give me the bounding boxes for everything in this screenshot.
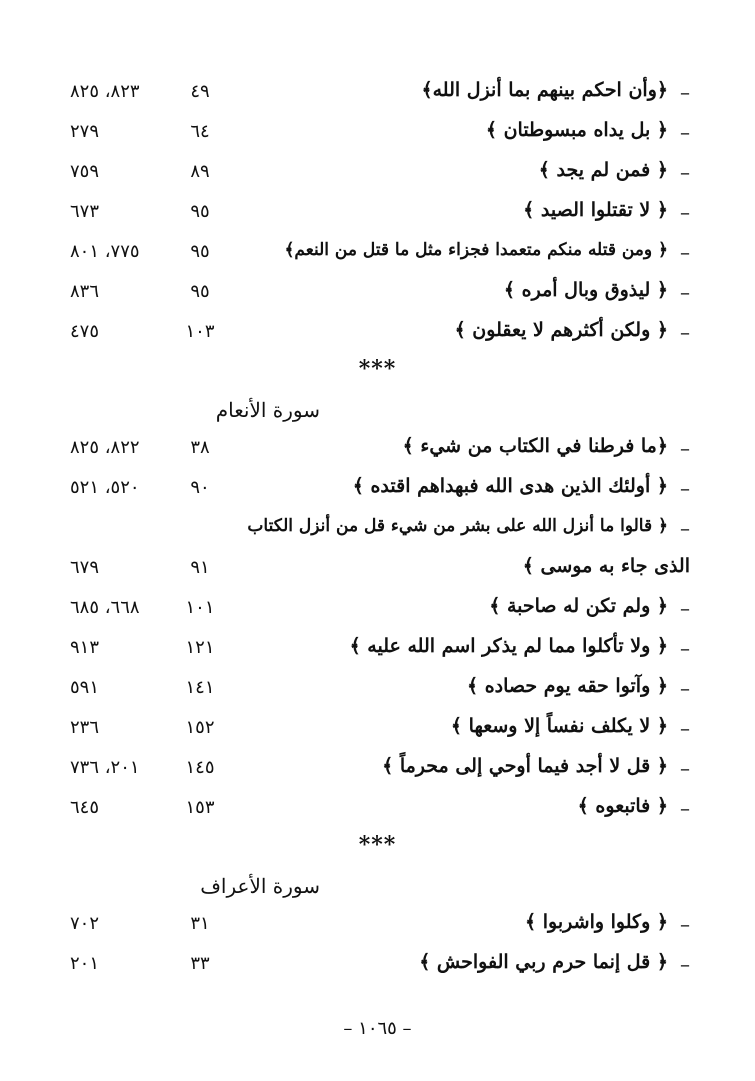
verse-quote: ﴿ بل يداه مبسوطتان ﴾ <box>485 119 668 141</box>
index-entry-multiline <box>70 508 690 548</box>
verse-quote-line-1: ﴿ قالوا ما أنزل الله على بشر من شيء قل من أنزل الكتاب <box>247 516 668 536</box>
index-entry <box>70 668 690 708</box>
index-entry-continuation <box>70 548 690 588</box>
verse-quote: ﴿ ولا تأكلوا مما لم يذكر اسم الله عليه ﴾ <box>349 635 668 657</box>
entry-dash: – <box>680 320 690 344</box>
index-entry <box>70 628 690 668</box>
index-entry <box>70 788 690 828</box>
index-entry <box>70 192 690 232</box>
verse-quote: ﴿ ولكن أكثرهم لا يعقلون ﴾ <box>454 319 668 341</box>
index-entry <box>70 272 690 312</box>
entry-dash: – <box>680 160 690 184</box>
verse-quote: ﴿ ليذوق وبال أمره ﴾ <box>503 279 668 301</box>
page-references: ٦٤٥ <box>70 797 100 818</box>
entry-dash: – <box>680 636 690 660</box>
verse-number: ٩٠ <box>190 477 210 498</box>
index-entry <box>70 904 690 944</box>
verse-quote: ﴿ قل إنما حرم ربي الفواحش ﴾ <box>419 951 668 973</box>
section-separator: *** <box>358 832 397 858</box>
page-references: ٢٣٦ <box>70 717 100 738</box>
page-number: – ١٠٦٥ – <box>343 1018 412 1039</box>
verse-number: ١٤١ <box>185 677 215 698</box>
entry-dash: – <box>680 716 690 740</box>
verse-number: ٩٥ <box>190 281 210 302</box>
entry-dash: – <box>680 280 690 304</box>
verse-number: ١٠١ <box>185 597 215 618</box>
verse-quote: ﴿ ومن قتله منكم متعمدا فجزاء مثل ما قتل من النعم﴾ <box>284 240 668 260</box>
verse-number: ١٥٣ <box>185 797 215 818</box>
surah-heading: سورة الأعراف <box>200 874 320 898</box>
entry-dash: – <box>680 80 690 104</box>
page-references: ٧٧٥، ٨٠١ <box>70 241 140 262</box>
page-references: ٨٣٦ <box>70 281 100 302</box>
verse-quote: ﴿ ولم تكن له صاحبة ﴾ <box>489 595 668 617</box>
index-entry <box>70 748 690 788</box>
verse-number: ٣١ <box>190 913 210 934</box>
page-references: ٦٧٩ <box>70 557 100 578</box>
page-references: ٧٠٢ <box>70 913 100 934</box>
index-entry <box>70 428 690 468</box>
index-entry <box>70 588 690 628</box>
verse-quote: ﴿ وكلوا واشربوا ﴾ <box>525 911 668 933</box>
entry-dash: – <box>680 240 690 264</box>
index-entry <box>70 944 690 984</box>
entry-dash: – <box>680 676 690 700</box>
page-references: ٢٧٩ <box>70 121 100 142</box>
verse-number: ٩٥ <box>190 241 210 262</box>
verse-quote: ﴿ لا يكلف نفساً إلا وسعها ﴾ <box>450 715 668 737</box>
verse-quote: ﴿ قل لا أجد فيما أوحي إلى محرماً ﴾ <box>382 755 668 777</box>
entry-dash: – <box>680 476 690 500</box>
page-references: ٧٥٩ <box>70 161 100 182</box>
index-entry <box>70 708 690 748</box>
verse-number: ٣٨ <box>190 437 210 458</box>
verse-number: ٨٩ <box>190 161 210 182</box>
page-references: ٢٠١ <box>70 953 100 974</box>
index-entry <box>70 72 690 112</box>
verse-quote-line-2: الذى جاء به موسى ﴾ <box>522 555 690 577</box>
entry-dash: – <box>680 756 690 780</box>
page-references: ٩١٣ <box>70 637 100 658</box>
index-entry <box>70 152 690 192</box>
entry-dash: – <box>680 200 690 224</box>
entry-dash: – <box>680 436 690 460</box>
verse-number: ٩٥ <box>190 201 210 222</box>
page-references: ٥٩١ <box>70 677 100 698</box>
page-references: ٨٢٢، ٨٢٥ <box>70 437 140 458</box>
verse-quote: ﴿ فمن لم يجد ﴾ <box>538 159 668 181</box>
entry-dash: – <box>680 516 690 540</box>
verse-number: ١٠٣ <box>185 321 215 342</box>
entry-dash: – <box>680 796 690 820</box>
surah-heading: سورة الأنعام <box>215 398 320 422</box>
verse-number: ٣٣ <box>190 953 210 974</box>
verse-quote: ﴿ لا تقتلوا الصيد ﴾ <box>523 199 668 221</box>
verse-number: ٩١ <box>190 557 210 578</box>
verse-quote: ﴿وأن احكم بينهم بما أنزل الله﴾ <box>421 79 668 101</box>
page-references: ٨٢٣، ٨٢٥ <box>70 81 140 102</box>
index-entry <box>70 468 690 508</box>
verse-number: ١٢١ <box>185 637 215 658</box>
entry-dash: – <box>680 952 690 976</box>
index-entry <box>70 112 690 152</box>
verse-quote: ﴿ فاتبعوه ﴾ <box>577 795 668 817</box>
verse-number: ٦٤ <box>190 121 210 142</box>
index-entry <box>70 312 690 352</box>
entry-dash: – <box>680 120 690 144</box>
verse-quote: ﴿ وآتوا حقه يوم حصاده ﴾ <box>466 675 668 697</box>
section-separator: *** <box>358 356 397 382</box>
verse-quote: ﴿ما فرطنا في الكتاب من شيء ﴾ <box>402 435 668 457</box>
verse-number: ١٥٢ <box>185 717 215 738</box>
page-references: ٦٧٣ <box>70 201 100 222</box>
page-references: ٦٦٨، ٦٨٥ <box>70 597 140 618</box>
entry-dash: – <box>680 912 690 936</box>
page-references: ٢٠١، ٧٣٦ <box>70 757 140 778</box>
verse-number: ٤٩ <box>190 81 210 102</box>
page-references: ٥٢٠، ٥٢١ <box>70 477 140 498</box>
index-entry <box>70 232 690 272</box>
entry-dash: – <box>680 596 690 620</box>
verse-quote: ﴿ أولئك الذين هدى الله فبهداهم اقتده ﴾ <box>352 475 668 497</box>
verse-number: ١٤٥ <box>185 757 215 778</box>
page-references: ٤٧٥ <box>70 321 100 342</box>
